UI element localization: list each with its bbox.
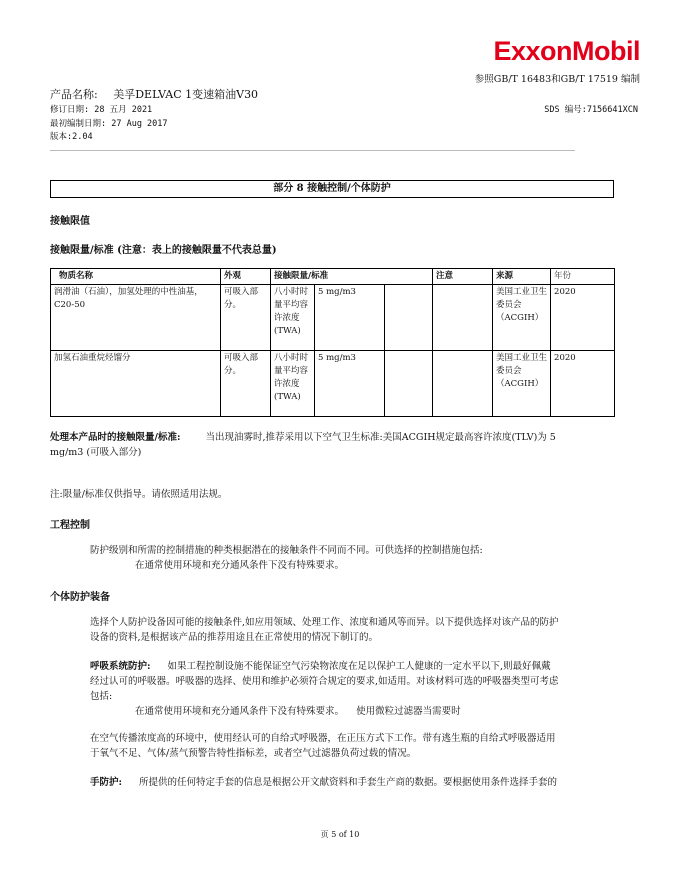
respiratory-sub: 在通常使用环境和充分通风条件下没有特殊要求。 使用微粒过滤器当需要时 — [135, 706, 461, 717]
ppe-heading: 个体防护装备 — [50, 592, 110, 603]
col-notes: 注意 — [433, 269, 493, 285]
col-form: 外观 — [221, 269, 271, 285]
table-row — [51, 285, 615, 351]
cell-source: 美国工业卫生委员会（ACGIH） — [493, 285, 551, 351]
revision-date: 修订日期: 28 五月 2021 — [50, 105, 153, 115]
table-row — [51, 351, 615, 417]
handling-label: 处理本产品时的接触限量/标准: — [50, 432, 181, 443]
exxonmobil-logo: ExxonMobil — [493, 36, 640, 66]
product-name — [50, 86, 258, 102]
limits-note: 注:限量/标准仅供指导。请依照适用法规。 — [50, 489, 228, 500]
cell-empty — [385, 351, 433, 417]
cell-value: 5 mg/m3 — [315, 351, 385, 417]
cell-empty — [385, 285, 433, 351]
ppe-text-2: 设备的资料,是根据该产品的推荐用途且在正常使用的情况下制订的。 — [90, 632, 379, 643]
hand-text: 所提供的任何特定手套的信息是根据公开文献资料和手套生产商的数据。要根据使用条件选择手套的 — [139, 777, 558, 788]
first-issue-date: 最初编制日期: 27 Aug 2017 — [50, 119, 168, 129]
hand-protection — [90, 775, 557, 790]
section-title: 部分 8 接触控制/个体防护 — [50, 180, 614, 198]
cell-type-text: 八小时时量平均容许浓度 — [274, 353, 309, 389]
cell-year: 2020 — [551, 285, 615, 351]
cell-source: 美国工业卫生委员会（ACGIH） — [493, 351, 551, 417]
version: 版本:2.04 — [50, 132, 93, 142]
col-limit: 接触限量/标准 — [271, 269, 433, 285]
cell-name: 润滑油（石油），加氢处理的中性油基，C20-50 — [51, 285, 221, 351]
product-value: 美孚DELVAC 1变速箱油V30 — [113, 88, 259, 101]
product-label: 产品名称: — [50, 88, 98, 101]
respiratory-protection — [90, 659, 551, 674]
cell-type-abbr: (TWA) — [274, 392, 301, 402]
cell-type-abbr: (TWA) — [274, 326, 301, 336]
col-source: 来源 — [493, 269, 551, 285]
cell-notes — [433, 285, 493, 351]
engineering-sub: 在通常使用环境和充分通风条件下没有特殊要求。 — [135, 560, 345, 571]
scba-text-1: 在空气传播浓度高的环境中，使用经认可的自给式呼吸器，在正压方式下工作。带有逃生瓶的自给式呼吸器适用 — [90, 733, 556, 744]
respiratory-text-3: 包括: — [90, 691, 113, 702]
respiratory-text-2: 经过认可的呼吸器。呼吸器的选择、使用和维护必须符合规定的要求,如适用。对该材料可选的呼吸器类型可考虑 — [90, 676, 559, 687]
scba-text-2: 于氧气不足、气体/蒸气预警告特性指标差，或者空气过滤器负荷过载的情况。 — [90, 748, 417, 759]
respiratory-text-1: 如果工程控制设施不能保证空气污染物浓度在足以保护工人健康的一定水平以下,则最好佩戴 — [167, 661, 551, 672]
cell-type — [271, 351, 315, 417]
cell-notes — [433, 351, 493, 417]
exposure-limits-subheading: 接触限量/标准 (注意：表上的接触限量不代表总量) — [50, 245, 277, 256]
cell-form: 可吸入部分。 — [221, 351, 271, 417]
respiratory-label: 呼吸系统防护: — [90, 661, 151, 672]
cell-type — [271, 285, 315, 351]
col-name: 物质名称 — [51, 269, 221, 285]
col-year: 年份 — [551, 269, 615, 285]
cell-type-text: 八小时时量平均容许浓度 — [274, 287, 309, 323]
exposure-limits-heading: 接触限值 — [50, 216, 90, 227]
sds-number: SDS 编号:7156641XCN — [544, 105, 638, 115]
cell-year: 2020 — [551, 351, 615, 417]
hand-label: 手防护: — [90, 777, 123, 788]
exposure-limits-table — [50, 268, 615, 417]
handling-text: 当出现油雾时,推荐采用以下空气卫生标准:美国ACGIH规定最高容许浓度(TLV)为 5 — [205, 432, 556, 443]
page-number: 页 5 of 10 — [320, 830, 360, 839]
header-divider — [50, 150, 575, 151]
engineering-text: 防护级别和所需的控制措施的种类根据潜在的接触条件不同而不同。可供选择的控制措施包括: — [90, 545, 483, 556]
cell-name: 加氢石油重烷烃馏分 — [51, 351, 221, 417]
cell-value: 5 mg/m3 — [315, 285, 385, 351]
handling-limits — [50, 430, 640, 460]
table-header-row — [51, 269, 615, 285]
engineering-heading: 工程控制 — [50, 520, 90, 531]
ppe-text-1: 选择个人防护设备因可能的接触条件,如应用领域、处理工作、浓度和通风等而异。以下提供选择对该产品的防护 — [90, 617, 559, 628]
cell-form: 可吸入部分。 — [221, 285, 271, 351]
reference-standard: 参照GB/T 16483和GB/T 17519 编制 — [474, 74, 640, 85]
handling-text-2: mg/m3 (可吸入部分) — [50, 447, 142, 458]
